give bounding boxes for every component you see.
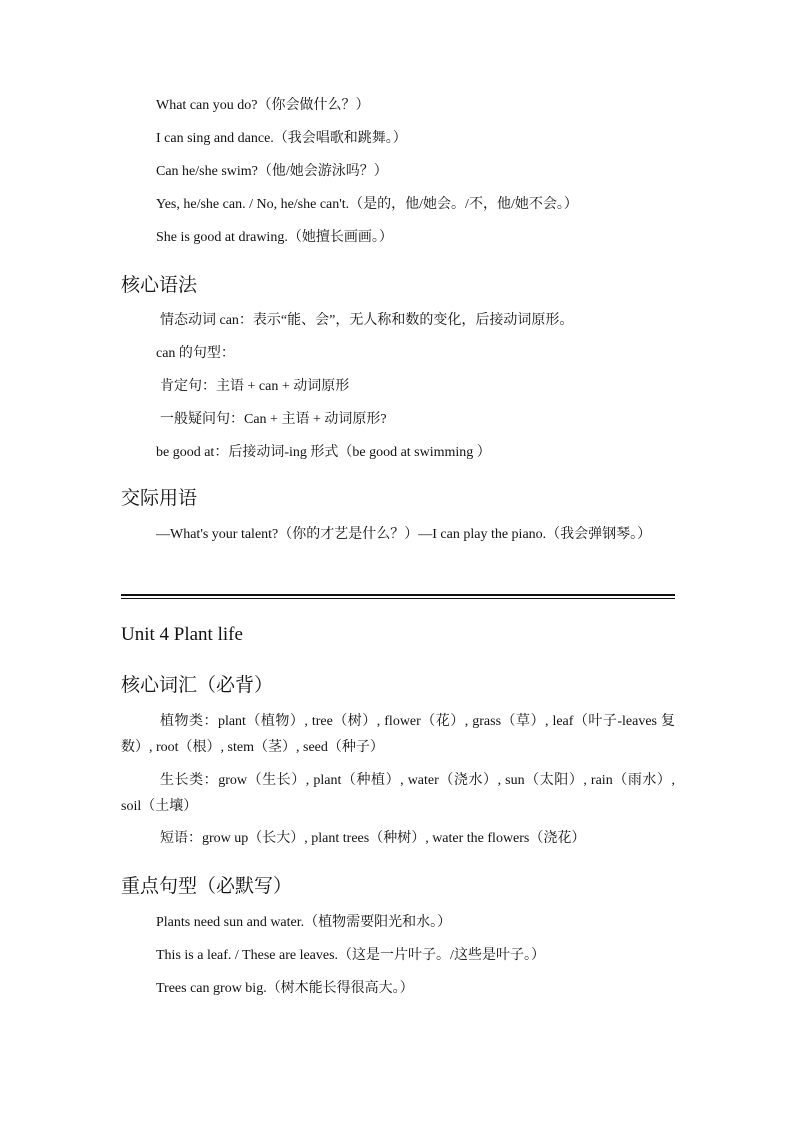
sentence-line: She is good at drawing.（她擅长画画。） <box>156 230 393 245</box>
grammar-line: 肯定句：主语 + can + 动词原形 <box>160 379 350 394</box>
unit-title: Unit 4 Plant life <box>121 624 243 645</box>
sentences-heading: 重点句型（必默写） <box>121 875 293 897</box>
vocab-plants: 植物类：plant（植物）, tree（树）, flower（花）, grass（草）, leaf（叶子-leaves 复数）, root（根）, stem（茎）, seed（种子） <box>121 714 675 755</box>
grammar-heading: 核心语法 <box>121 274 198 296</box>
vocab-growth: 生长类：grow（生长）, plant（种植）, water（浇水）, sun（太阳）, rain（雨水）, soil（土壤） <box>121 773 675 814</box>
section-divider <box>121 594 675 599</box>
sentence-line: Yes, he/she can. / No, he/she can't.（是的，他/她会。/不，他/她不会。） <box>156 197 578 212</box>
grammar-line: can 的句型： <box>156 346 235 361</box>
sentence-line: What can you do?（你会做什么？） <box>156 98 370 113</box>
sentence-line: I can sing and dance.（我会唱歌和跳舞。） <box>156 131 407 146</box>
sentence-line: Plants need sun and water.（植物需要阳光和水。） <box>156 915 452 930</box>
communication-heading: 交际用语 <box>121 487 198 509</box>
grammar-line: 情态动词 can：表示“能、会”，无人称和数的变化，后接动词原形。 <box>160 313 574 328</box>
grammar-line: be good at：后接动词-ing 形式（be good at swimming ） <box>156 445 491 460</box>
communication-text: —What's your talent?（你的才艺是什么？）—I can play the piano.（我会弹钢琴。） <box>156 527 652 542</box>
sentence-line: Can he/she swim?（他/她会游泳吗？） <box>156 164 388 179</box>
sentence-line: This is a leaf. / These are leaves.（这是一片叶子。/这些是叶子。） <box>156 948 545 963</box>
vocab-heading: 核心词汇（必背） <box>121 674 274 696</box>
grammar-line: 一般疑问句：Can + 主语 + 动词原形? <box>160 412 387 427</box>
vocab-phrases: 短语：grow up（长大）, plant trees（种树）, water the flowers（浇花） <box>160 831 586 846</box>
sentence-line: Trees can grow big.（树木能长得很高大。） <box>156 981 414 996</box>
